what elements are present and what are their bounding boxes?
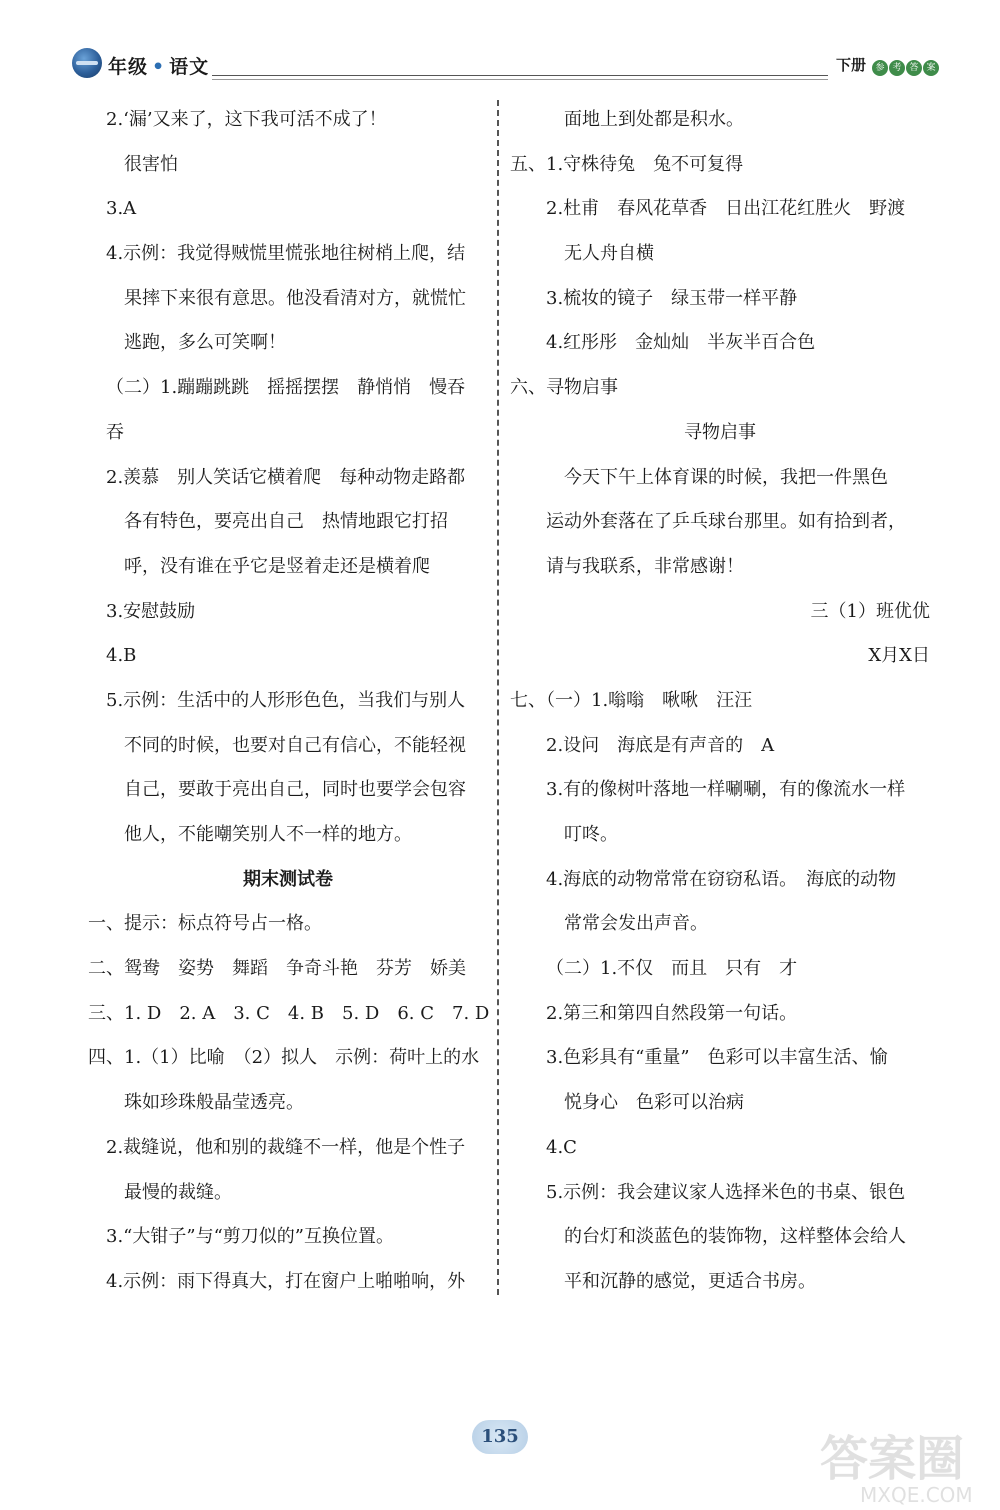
header-dot: • <box>152 56 166 78</box>
watermark-sub: MXQE.COM <box>860 1483 973 1507</box>
answer-line: 今天下午上体育课的时候，我把一件黑色 <box>564 466 888 488</box>
answer-line: 的台灯和淡蓝色的装饰物，这样整体会给人 <box>564 1226 906 1248</box>
watermark-main: 答案圈 <box>820 1431 965 1487</box>
header-badge: 案 <box>923 60 939 76</box>
answer-line: 三、1. D 2. A 3. C 4. B 5. D 6. C 7. D <box>88 1002 490 1024</box>
answer-line: （二）1.不仅 而且 只有 才 <box>546 958 798 980</box>
answer-line: 4.示例：雨下得真大，打在窗户上啪啪响，外 <box>106 1270 466 1292</box>
answer-line: 4.C <box>546 1136 577 1158</box>
header-badge: 答 <box>906 60 922 76</box>
header-volume: 下册 <box>836 56 867 74</box>
answer-line: 3.安慰鼓励 <box>106 600 196 622</box>
answer-line: 3.有的像树叶落地一样唰唰，有的像流水一样 <box>546 779 906 801</box>
page-number: 135 <box>472 1420 528 1454</box>
answer-line: 悦身心 色彩可以治病 <box>564 1092 744 1114</box>
page-header <box>0 0 1000 90</box>
header-badge: 参 <box>872 60 888 76</box>
answer-line: 他人，不能嘲笑别人不一样的地方。 <box>124 824 412 845</box>
answer-line: 自己，要敢于亮出自己，同时也要学会包容 <box>124 779 466 801</box>
answer-line: 4.示例：我觉得贼慌里慌张地往树梢上爬，结 <box>106 243 466 265</box>
answer-line: 4.B <box>106 645 137 667</box>
header-rule <box>212 75 828 76</box>
header-grade: 年级 <box>108 56 149 78</box>
answer-line: 运动外套落在了乒乓球台那里。如有拾到者， <box>546 511 906 533</box>
answer-line: 很害怕 <box>124 153 178 175</box>
answer-line: 4.红彤彤 金灿灿 半灰半百合色 <box>546 332 816 354</box>
book-logo-icon <box>72 48 102 78</box>
answer-line: 2.裁缝说，他和别的裁缝不一样，他是个性子 <box>106 1136 466 1158</box>
answer-line: 最慢的裁缝。 <box>124 1181 232 1203</box>
answer-line: 不同的时候，也要对自己有信心，不能轻视 <box>124 734 466 756</box>
column-divider <box>497 100 499 1295</box>
answer-line: 吞 <box>106 421 124 443</box>
answer-line: 面地上到处都是积水。 <box>564 109 744 130</box>
answer-line: 果摔下来很有意思。他没看清对方，就慌忙 <box>124 287 466 309</box>
answer-line: 无人舟自横 <box>564 243 654 265</box>
answer-line: X月X日 <box>868 645 930 667</box>
answer-line: 4.海底的动物常常在窃窃私语。 海底的动物 <box>546 868 897 890</box>
answer-line: 3.“大钳子”与“剪刀似的”互换位置。 <box>106 1226 394 1248</box>
answer-line: 5.示例：我会建议家人选择米色的书桌、银色 <box>546 1181 906 1203</box>
header-rule-secondary <box>212 79 828 80</box>
answer-line: 2.第三和第四自然段第一句话。 <box>546 1002 798 1024</box>
answer-line: 2.‘漏’又来了，这下我可活不成了！ <box>106 109 387 130</box>
answer-line: 三（1）班优优 <box>810 600 930 622</box>
answer-line: 四、1.（1）比喻 （2）拟人 示例：荷叶上的水 <box>88 1047 480 1069</box>
right-column <box>510 98 930 1305</box>
answer-line: 2.羡慕 别人笑话它横着爬 每种动物走路都 <box>106 466 466 488</box>
answer-line: 叮咚。 <box>564 824 618 845</box>
watermark-logo <box>820 1420 980 1507</box>
answer-line: 平和沉静的感觉，更适合书房。 <box>564 1270 816 1292</box>
answer-line: 二、鸳鸯 姿势 舞蹈 争奇斗艳 芬芳 娇美 <box>88 958 466 980</box>
answer-line: 六、寻物启事 <box>510 377 618 399</box>
header-badge: 考 <box>889 60 905 76</box>
header-badges <box>872 55 940 76</box>
header-title <box>108 52 209 79</box>
answer-line: 逃跑，多么可笑啊！ <box>124 332 286 354</box>
answer-line: 七、（一）1.嗡嗡 啾啾 汪汪 <box>510 689 753 711</box>
answer-line: 呼，没有谁在乎它是竖着走还是横着爬 <box>124 555 430 577</box>
answer-line: 3.梳妆的镜子 绿玉带一样平静 <box>546 287 798 309</box>
answer-line: 常常会发出声音。 <box>564 913 708 935</box>
answer-line: 5.示例：生活中的人形形色色，当我们与别人 <box>106 689 466 711</box>
answer-line: 3.A <box>106 198 137 220</box>
answer-line: 2.杜甫 春风花草香 日出江花红胜火 野渡 <box>546 198 906 220</box>
answer-line: 五、1.守株待兔 兔不可复得 <box>510 153 744 175</box>
answer-line: 寻物启事 <box>684 421 756 443</box>
answer-line: 3.色彩具有“重量” 色彩可以丰富生活、愉 <box>546 1047 888 1069</box>
section-heading: 期末测试卷 <box>243 868 333 890</box>
left-column <box>88 98 488 1305</box>
answer-line: 珠如珍珠般晶莹透亮。 <box>124 1092 304 1114</box>
answer-line: 一、提示：标点符号占一格。 <box>88 913 322 935</box>
answer-line: （二）1.蹦蹦跳跳 摇摇摆摆 静悄悄 慢吞 <box>106 377 466 399</box>
header-subject: 语文 <box>169 56 210 78</box>
answer-line: 2.设问 海底是有声音的 A <box>546 734 775 756</box>
answer-line: 请与我联系，非常感谢！ <box>546 555 744 577</box>
answer-line: 各有特色，要亮出自己 热情地跟它打招 <box>124 511 448 533</box>
